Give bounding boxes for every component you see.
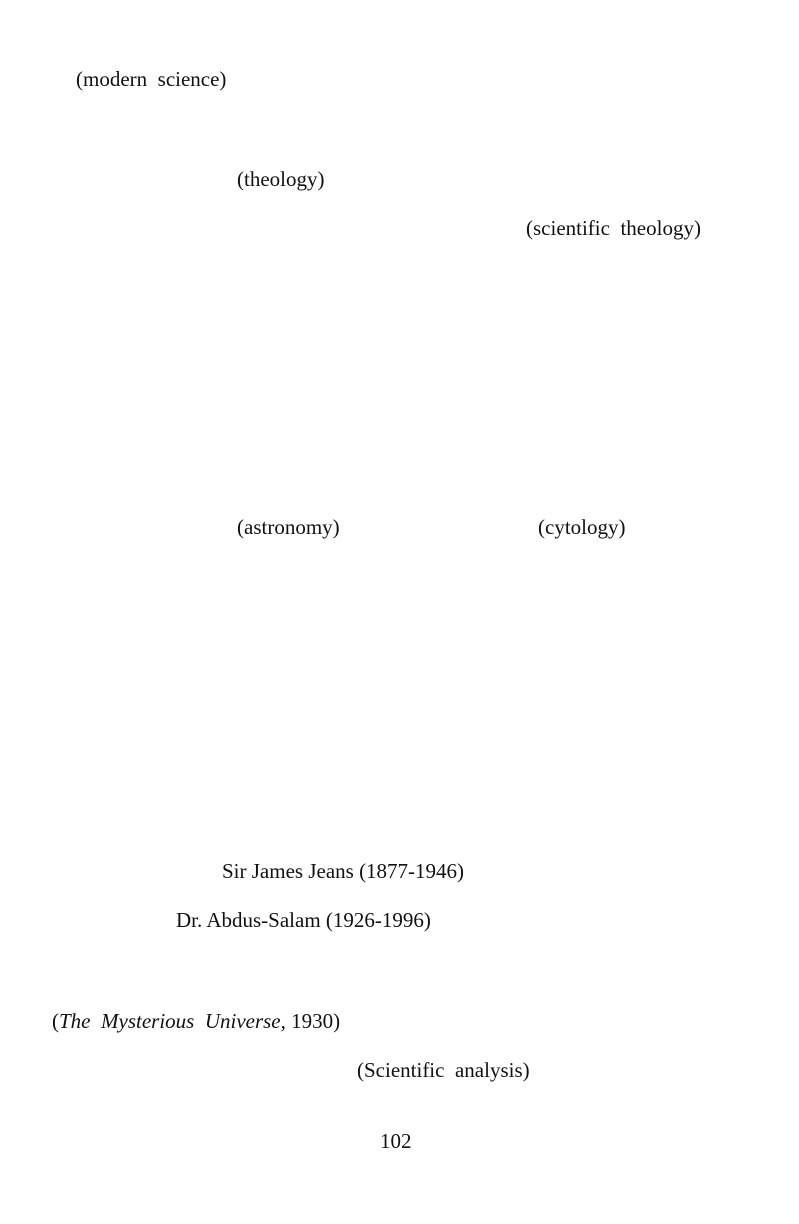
name-abdus-salam: Dr. Abdus-Salam (1926-1996) (176, 908, 431, 932)
term-astronomy: (astronomy) (237, 515, 340, 539)
term-scientific-analysis: (Scientific analysis) (357, 1058, 530, 1082)
citation-mysterious-universe (52, 1008, 340, 1034)
citation-book-title: The Mysterious Universe, (59, 1009, 286, 1033)
term-scientific-theology: (scientific theology) (526, 216, 701, 240)
term-cytology: (cytology) (538, 515, 626, 539)
page-number: 102 (380, 1129, 412, 1153)
name-james-jeans: Sir James Jeans (1877-1946) (222, 859, 465, 883)
citation-year: 1930) (285, 1009, 341, 1033)
citation-open: ( (52, 1009, 59, 1033)
term-modern-science: (modern science) (76, 67, 227, 91)
term-theology: (theology) (237, 167, 325, 191)
